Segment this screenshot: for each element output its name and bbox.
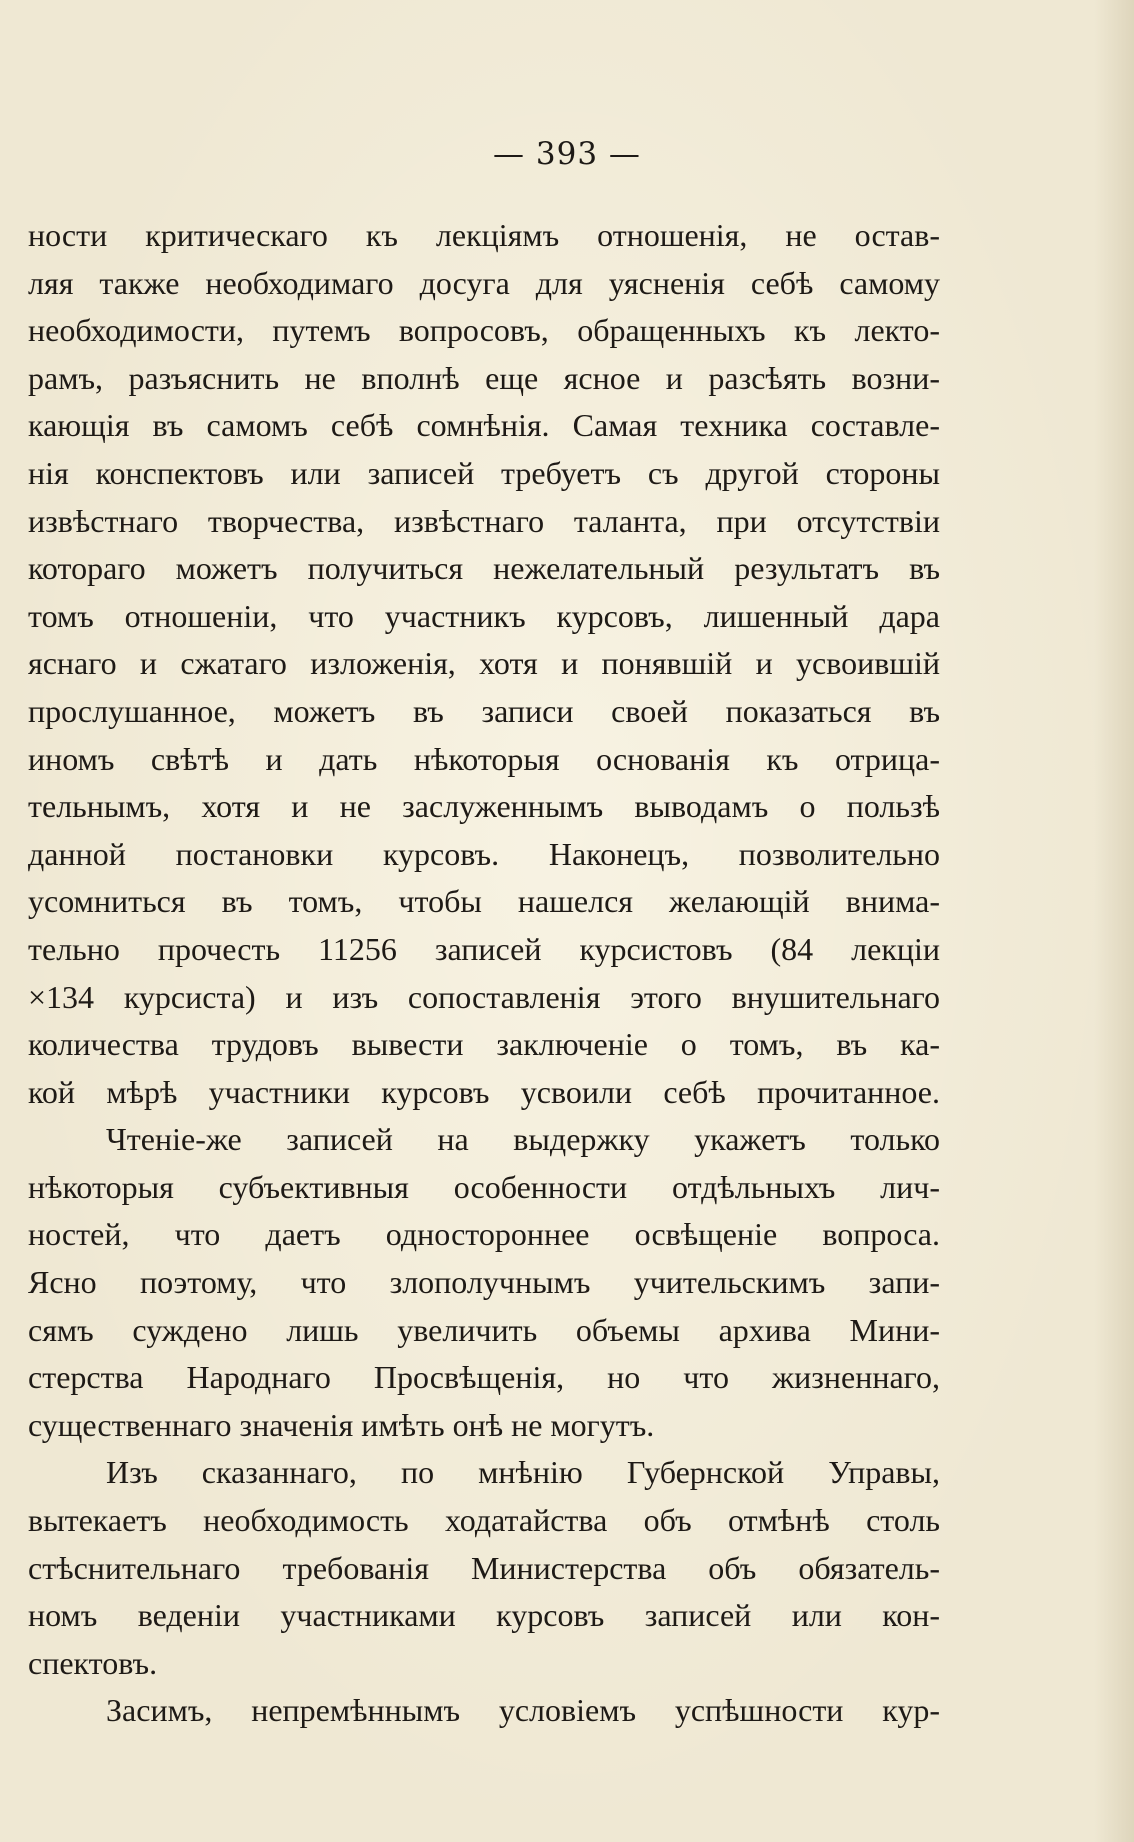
paragraph-start-line: Чтеніе-же записей на выдержку укажетъ только	[106, 1121, 940, 1158]
text-line: количества трудовъ вывести заключеніе о томъ, въ ка-	[28, 1026, 940, 1063]
text-line: извѣстнаго творчества, извѣстнаго таланта, при отсутствіи	[28, 502, 940, 539]
text-line: ностей, что даетъ одностороннее освѣщеніе вопроса.	[28, 1216, 940, 1253]
body-text	[28, 212, 940, 1735]
text-line: котораго можетъ получиться нежелательный результатъ въ	[28, 550, 940, 587]
text-line: кающія въ самомъ себѣ сомнѣнія. Самая техника составле-	[28, 407, 940, 444]
paragraph-end-line: спектовъ.	[28, 1644, 158, 1681]
text-line: яснаго и сжатаго изложенія, хотя и понявшій и усвоившій	[28, 645, 940, 682]
text-line: данной постановки курсовъ. Наконецъ, позволительно	[28, 835, 940, 872]
text-line: тельнымъ, хотя и не заслуженнымъ выводамъ о пользѣ	[28, 788, 940, 825]
text-line: иномъ свѣтѣ и дать нѣкоторыя основанія къ отрица-	[28, 740, 940, 777]
paragraph-start-line: Засимъ, непремѣннымъ условіемъ успѣшности кур-	[106, 1692, 940, 1729]
text-line: усомниться въ томъ, чтобы нашелся желающій внима-	[28, 883, 940, 920]
text-line: ляя также необходимаго досуга для уясненія себѣ самому	[28, 264, 940, 301]
paragraph-start-line: Изъ сказаннаго, по мнѣнію Губернской Управы,	[106, 1454, 940, 1491]
text-line: рамъ, разъяснить не вполнѣ еще ясное и разсѣять возни-	[28, 359, 940, 396]
text-line: тельно прочесть 11256 записей курсистовъ (84 лекціи	[28, 930, 940, 967]
text-line: ности критическаго къ лекціямъ отношенія, не остав-	[28, 217, 940, 253]
text-line: стѣснительнаго требованія Министерства объ обязатель-	[28, 1549, 940, 1586]
paragraph-end-line: существеннаго значенія имѣть онѣ не могутъ.	[28, 1406, 655, 1443]
text-line: номъ веденіи участниками курсовъ записей или кон-	[28, 1597, 940, 1634]
text-line: стерства Народнаго Просвѣщенія, но что жизненнаго,	[28, 1359, 940, 1396]
text-line: томъ отношеніи, что участникъ курсовъ, лишенный дара	[28, 597, 940, 634]
page-number: — 393 —	[493, 136, 641, 172]
text-line: ×134 курсиста) и изъ сопоставленія этого внушительнаго	[28, 978, 940, 1015]
text-line: вытекаетъ необходимость ходатайства объ отмѣнѣ столь	[28, 1502, 940, 1539]
text-line: прослушанное, можетъ въ записи своей показаться въ	[28, 692, 940, 729]
text-line: нія конспектовъ или записей требуетъ съ другой стороны	[28, 454, 940, 491]
text-line: нѣкоторыя субъективныя особенности отдѣльныхъ лич-	[28, 1168, 940, 1205]
text-line: необходимости, путемъ вопросовъ, обращенныхъ къ лекто-	[28, 312, 940, 349]
page-edge-shadow	[1094, 0, 1134, 1842]
text-line: сямъ суждено лишь увеличить объемы архива Мини-	[28, 1311, 940, 1348]
text-line: кой мѣрѣ участники курсовъ усвоили себѣ прочитанное.	[28, 1073, 940, 1110]
text-line: Ясно поэтому, что злополучнымъ учительскимъ запи-	[28, 1264, 940, 1301]
